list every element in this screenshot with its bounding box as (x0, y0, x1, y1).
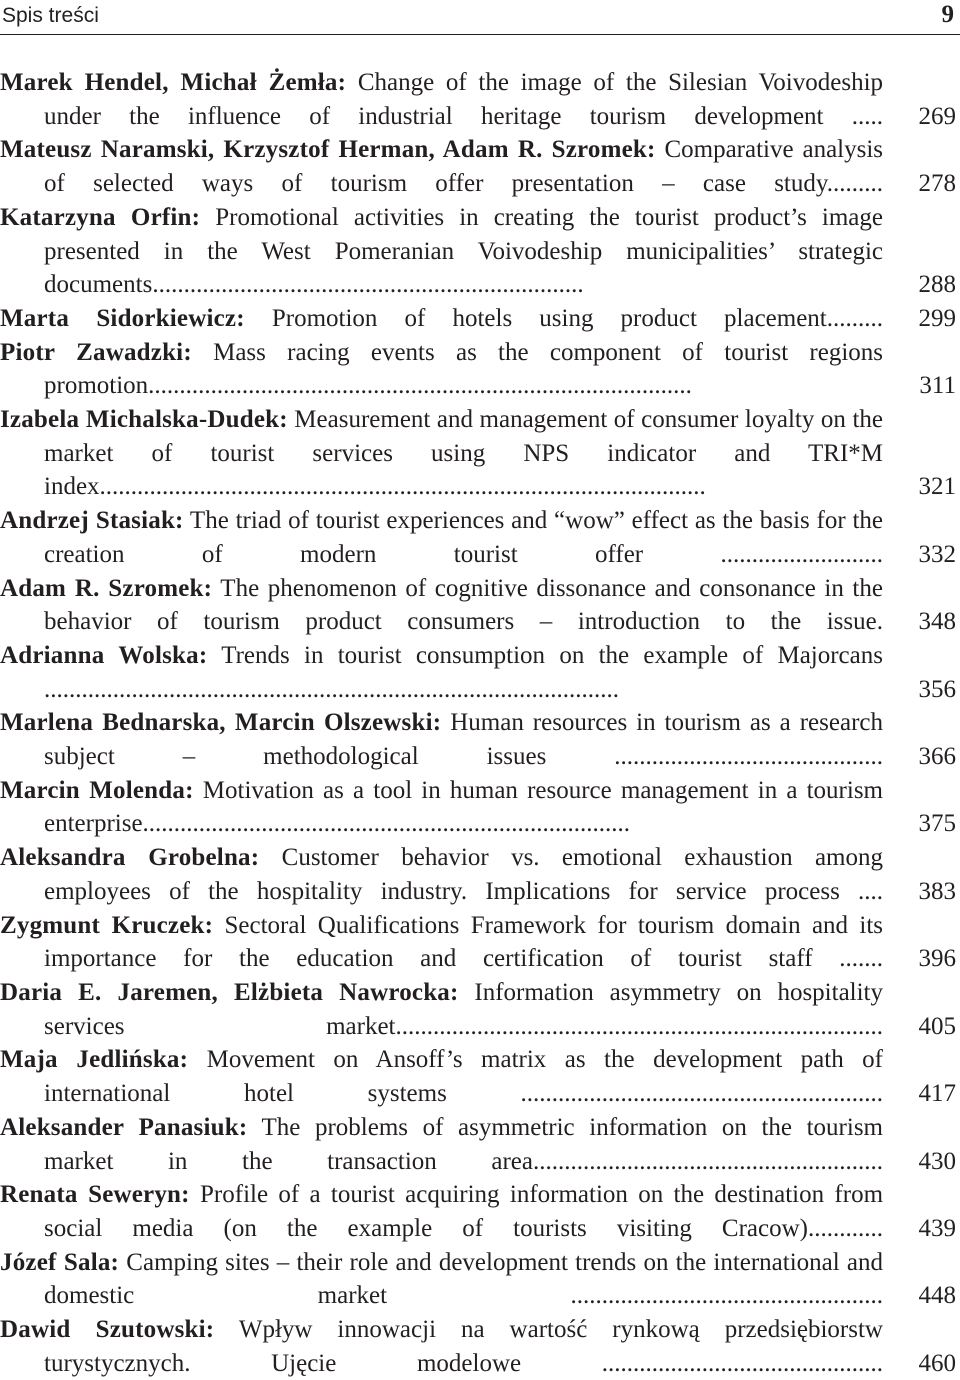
toc-entry-text (0, 774, 883, 841)
toc-entry-page-number: 269 (918, 102, 956, 130)
toc-entry-page-number: 288 (918, 271, 956, 299)
toc-entry-title: Camping sites – their role and development trends on the international and domestic market .................................................. (44, 1248, 884, 1310)
table-of-contents (0, 66, 960, 1380)
toc-entry-page-number: 396 (918, 945, 956, 973)
toc-entry-title: Comparative analysis of selected ways of tourism offer presentation – case study......... (44, 136, 884, 198)
toc-entry-authors: Dawid Szutowski: (0, 1316, 215, 1344)
toc-entry-text (0, 1313, 883, 1380)
toc-entry[interactable] (0, 706, 960, 773)
toc-entry-page-number: 460 (918, 1349, 956, 1377)
toc-entry[interactable] (0, 976, 960, 1043)
toc-entry[interactable] (0, 774, 960, 841)
toc-entry-title: Sectoral Qualifications Framework for tourism domain and its importance for the education and certification of tourist staff ....... (44, 911, 884, 973)
toc-entry-page-number: 299 (918, 304, 956, 332)
toc-entry-title: Customer behavior vs. emotional exhaustion among employees of the hospitality industry. Implications for service process .... (44, 844, 883, 905)
toc-entry[interactable] (0, 302, 960, 336)
toc-entry-authors: Józef Sala: (0, 1248, 120, 1276)
toc-entry[interactable] (0, 403, 960, 504)
toc-entry[interactable] (0, 133, 960, 200)
toc-entry-authors: Adam R. Szromek: (0, 574, 213, 602)
toc-entry-title: Motivation as a tool in human resource management in a tourism enterprise.............................................................................. (44, 776, 883, 838)
toc-entry-authors: Marlena Bednarska, Marcin Olszewski: (0, 709, 442, 737)
running-header (0, 0, 960, 35)
toc-entry-page-number: 321 (918, 473, 956, 501)
toc-entry-text (0, 706, 883, 773)
toc-entry-title: Human resources in tourism as a research subject – methodological issues ........................................... (44, 709, 884, 771)
toc-entry[interactable] (0, 1246, 960, 1313)
toc-entry-title: The problems of asymmetric information on the tourism market in the transaction area........................................................ (44, 1113, 883, 1175)
toc-entry-text (0, 504, 883, 571)
toc-entry-title: Information asymmetry on hospitality services market.............................................................................. (44, 978, 883, 1040)
toc-entry-text (0, 639, 883, 706)
toc-entry-page-number: 356 (918, 675, 956, 703)
toc-entry-page-number: 375 (918, 810, 956, 838)
toc-entry-authors: Aleksander Panasiuk: (0, 1113, 248, 1141)
toc-entry-title: Change of the image of the Silesian Voivodeship under the influence of industrial heritage tourism development ..... (44, 69, 884, 130)
toc-entry-authors: Mateusz Naramski, Krzysztof Herman, Adam R. Szromek: (0, 136, 656, 164)
toc-entry-text (0, 336, 883, 403)
toc-entry-page-number: 405 (918, 1012, 956, 1040)
toc-entry-title: The phenomenon of cognitive dissonance and consonance in the behavior of tourism product consumers – introduction to the issue. (44, 574, 883, 636)
toc-entry-authors: Aleksandra Grobelna: (0, 844, 260, 872)
toc-entry-page-number: 383 (918, 877, 956, 905)
toc-entry-authors: Katarzyna Orfin: (0, 203, 201, 231)
toc-entry[interactable] (0, 1111, 960, 1178)
toc-entry-authors: Marta Sidorkiewicz: (0, 304, 245, 332)
toc-entry-authors: Zygmunt Kruczek: (0, 911, 214, 939)
toc-entry[interactable] (0, 66, 960, 133)
toc-entry-page-number: 278 (918, 170, 956, 198)
toc-entry-text (0, 909, 883, 976)
toc-entry-authors: Piotr Zawadzki: (0, 338, 192, 366)
toc-entry-authors: Daria E. Jaremen, Elżbieta Nawrocka: (0, 978, 459, 1006)
toc-entry-title: Movement on Ansoff’s matrix as the development path of international hotel systems .......................................................... (44, 1046, 884, 1108)
toc-entry[interactable] (0, 639, 960, 706)
toc-entry-page-number: 439 (918, 1214, 956, 1242)
toc-entry-page-number: 430 (918, 1147, 956, 1175)
toc-entry-text (0, 572, 883, 639)
page-number: 9 (941, 1, 954, 28)
toc-entry-title: The triad of tourist experiences and “wow” effect as the basis for the creation of modern tourist offer .......................... (44, 507, 883, 568)
toc-entry-text (0, 1178, 883, 1245)
toc-entry-title: Promotion of hotels using product placement......... (271, 304, 884, 332)
toc-entry[interactable] (0, 572, 960, 639)
toc-entry-text (0, 1246, 883, 1313)
toc-entry-title: Measurement and management of consumer loyalty on the market of tourist services using NPS indicator and TRI*M index................................................................................................. (44, 406, 883, 501)
toc-entry[interactable] (0, 1313, 960, 1380)
toc-entry-page-number: 332 (918, 540, 956, 568)
toc-entry[interactable] (0, 909, 960, 976)
toc-entry-authors: Renata Seweryn: (0, 1181, 190, 1209)
toc-entry[interactable] (0, 504, 960, 571)
toc-entry-page-number: 448 (918, 1282, 956, 1310)
toc-entry-text (0, 66, 883, 133)
toc-entry[interactable] (0, 1043, 960, 1110)
toc-entry-text (0, 403, 883, 504)
running-header-title: Spis treści (2, 4, 99, 27)
toc-entry-authors: Izabela Michalska-Dudek: (0, 406, 288, 434)
toc-entry-title: Profile of a tourist acquiring information on the destination from social media (on the example of tourists visiting Cracow)............ (44, 1181, 884, 1242)
toc-entry-text (0, 1111, 883, 1178)
toc-entry-text (0, 201, 883, 302)
toc-entry-title: Wpływ innowacji na wartość rynkową przedsiębiorstw turystycznych. Ujęcie modelowe ............................................. (44, 1316, 883, 1377)
toc-entry-text (0, 976, 883, 1043)
toc-entry-page-number: 348 (918, 608, 956, 636)
toc-entry[interactable] (0, 1178, 960, 1245)
toc-entry-authors: Adrianna Wolska: (0, 641, 208, 669)
toc-entry-title: Mass racing events as the component of tourist regions promotion....................................................................................... (44, 338, 883, 400)
toc-entry[interactable] (0, 841, 960, 908)
toc-entry-authors: Maja Jedlińska: (0, 1046, 189, 1074)
toc-entry-authors: Marcin Molenda: (0, 776, 194, 804)
toc-entry-page-number: 366 (918, 743, 956, 771)
toc-entry-text (0, 1043, 883, 1110)
toc-entry-text (0, 133, 883, 200)
toc-entry-page-number: 417 (918, 1080, 956, 1108)
toc-entry-title: Trends in tourist consumption on the example of Majorcans ............................................................................................ (44, 641, 883, 703)
toc-entry-page-number: 311 (919, 372, 956, 400)
toc-entry-authors: Marek Hendel, Michał Żemła: (0, 69, 347, 96)
toc-entry-text (0, 841, 883, 908)
toc-entry-authors: Andrzej Stasiak: (0, 507, 184, 535)
toc-entry-title: Promotional activities in creating the tourist product’s image presented in the West Pomeranian Voivodeship municipalities’ strategic documents..................................................................... (44, 203, 884, 299)
toc-entry[interactable] (0, 336, 960, 403)
toc-entry[interactable] (0, 201, 960, 302)
toc-entry-text (0, 302, 883, 336)
